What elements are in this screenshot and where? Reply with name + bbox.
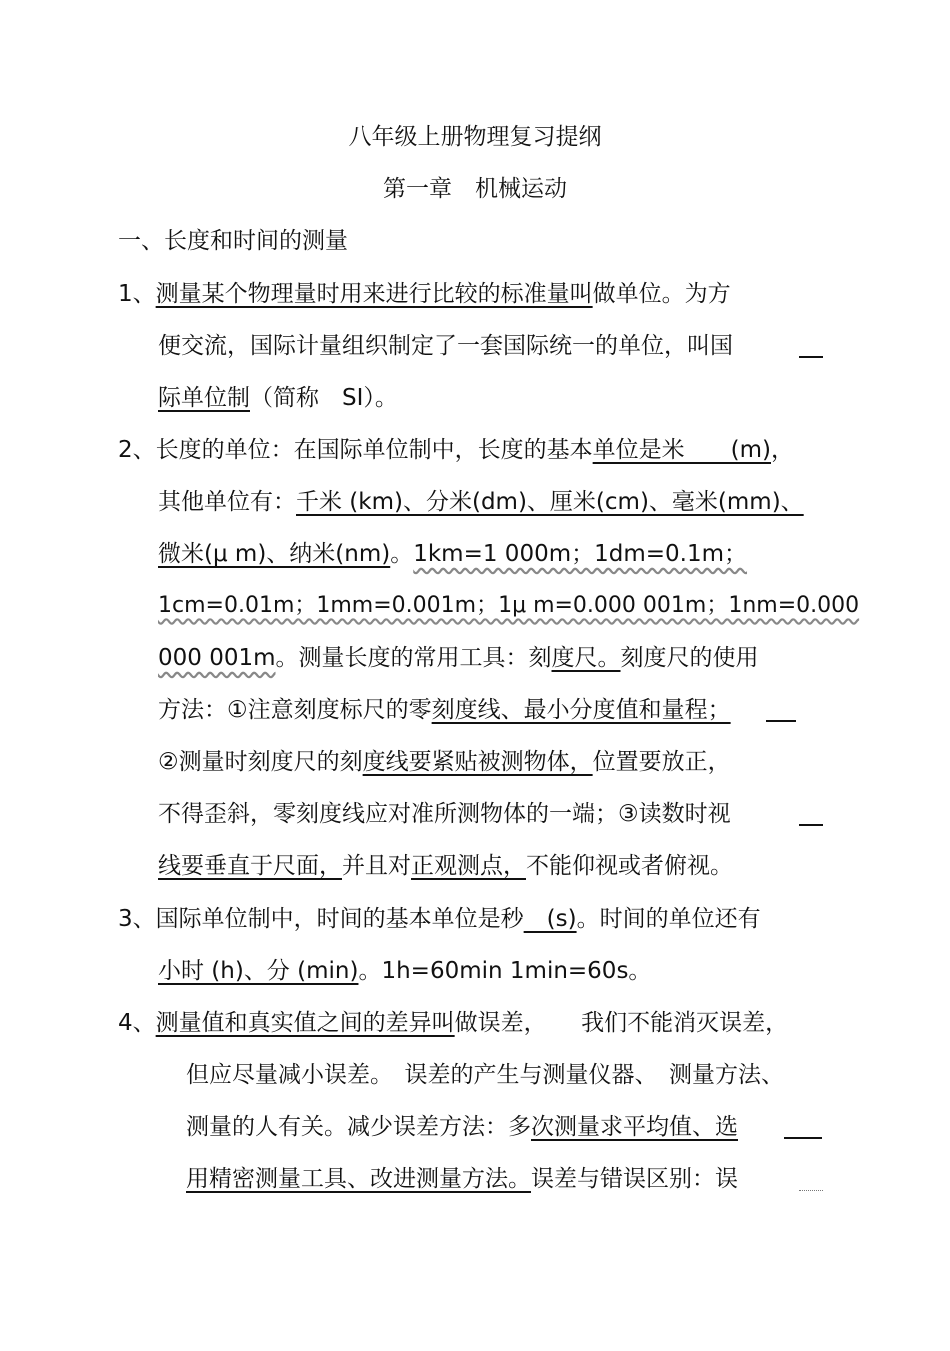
item-number: 3、: [118, 906, 156, 932]
text: 做误差， 我们不能消灭误差，: [454, 1010, 789, 1036]
text: 。: [390, 541, 414, 567]
text: 。1h=60min 1min=60s。: [358, 958, 652, 984]
text: 误差与错误区别：误: [531, 1166, 738, 1192]
underlined-text: 测量某个物理量时用来进行比较的标准量叫: [155, 281, 593, 307]
underlined-text: 单位是米 (m): [592, 437, 771, 463]
underlined-text: (s): [523, 906, 577, 932]
text: （简称 SI）。: [250, 385, 398, 411]
item-2-line-5: [158, 642, 759, 674]
underlined-text: 线要垂直于尺面，: [158, 853, 342, 879]
fill-blank: [799, 1170, 823, 1191]
item-2-line-8: [158, 798, 731, 830]
document-title: 八年级上册物理复习提纲: [348, 124, 602, 150]
item-number: 2、: [118, 437, 156, 463]
item-1-line-1: [118, 278, 731, 310]
underlined-text: 刻度线、最小分度值和量程；: [431, 697, 731, 723]
underlined-text: 测量值和真实值之间的差异叫: [155, 1010, 455, 1036]
item-4-line-3: [186, 1111, 738, 1143]
item-number: 1、: [118, 281, 156, 307]
item-1-line-3: [158, 382, 398, 414]
item-2-line-3: [158, 538, 747, 570]
underlined-text: 小时 (h)、分 (min): [158, 958, 359, 984]
text: ②测量时刻度尺的刻: [158, 749, 363, 775]
text: 测量的人有关。减少误差方法：多: [186, 1114, 531, 1140]
item-4-line-1: [118, 1007, 788, 1039]
fill-blank: [784, 1117, 822, 1139]
text: 不能仰视或者俯视。: [526, 853, 733, 879]
fill-blank: [799, 804, 823, 826]
text: 长度的单位：在国际单位制中，长度的基本: [155, 437, 593, 463]
text: 方法：①注意刻度标尺的零: [158, 697, 432, 723]
text: 做单位。为方: [592, 281, 731, 307]
underlined-text: 次测量求平均值、选: [531, 1114, 738, 1140]
item-4-line-4: [186, 1163, 738, 1195]
text: 但应尽量减小误差。 误差的产生与测量仪器、 测量方法、: [186, 1062, 784, 1088]
section-heading: 一、长度和时间的测量: [118, 228, 348, 254]
text: 其他单位有：: [158, 489, 296, 515]
item-4-line-2: [186, 1059, 784, 1091]
item-3-line-2: [158, 955, 651, 987]
underlined-text: 度尺。: [551, 645, 621, 671]
item-2-line-1: [118, 434, 794, 466]
wavy-underlined-text: 1cm=0.01m；1mm=0.001m；1μ m=0.000 001m；1nm=0.000: [158, 593, 860, 618]
text: 国际单位制中，时间的基本单位是秒: [155, 906, 524, 932]
text: 刻度尺的使用: [620, 645, 759, 671]
underlined-text: 正观测点，: [411, 853, 526, 879]
item-2-line-4: [158, 590, 859, 622]
item-number: 4、: [118, 1010, 156, 1036]
item-1-line-2: [158, 330, 733, 362]
fill-blank: [799, 336, 823, 358]
text: 不得歪斜，零刻度线应对准所测物体的一端；③读数时视: [158, 801, 731, 827]
text: 便交流，国际计量组织制定了一套国际统一的单位，叫国: [158, 333, 733, 359]
item-2-line-2: [158, 486, 804, 518]
underlined-text: 微米(μ m)、纳米(nm): [158, 541, 391, 567]
underlined-text: 度线要紧贴被测物体，: [362, 749, 593, 775]
wavy-underlined-text: 1km=1 000m；1dm=0.1m；: [413, 541, 748, 567]
chapter-heading: 第一章 机械运动: [383, 176, 567, 202]
item-2-line-6: [158, 694, 731, 726]
item-2-line-7: [158, 746, 731, 778]
underlined-text: 千米 (km)、分米(dm)、厘米(cm)、毫米(mm)、: [296, 489, 804, 515]
text: 位置要放正，: [592, 749, 731, 775]
wavy-underlined-text: 000 001m: [158, 645, 276, 671]
text: 。测量长度的常用工具：刻: [275, 645, 552, 671]
underlined-text: 用精密测量工具、改进测量方法。: [186, 1166, 531, 1192]
fill-blank: [766, 700, 796, 722]
underlined-text: 际单位制: [158, 385, 250, 411]
text: 并且对: [342, 853, 411, 879]
text: 。时间的单位还有: [576, 906, 761, 932]
text: ，: [771, 437, 794, 463]
item-3-line-1: [118, 903, 761, 935]
item-2-line-9: [158, 850, 733, 882]
